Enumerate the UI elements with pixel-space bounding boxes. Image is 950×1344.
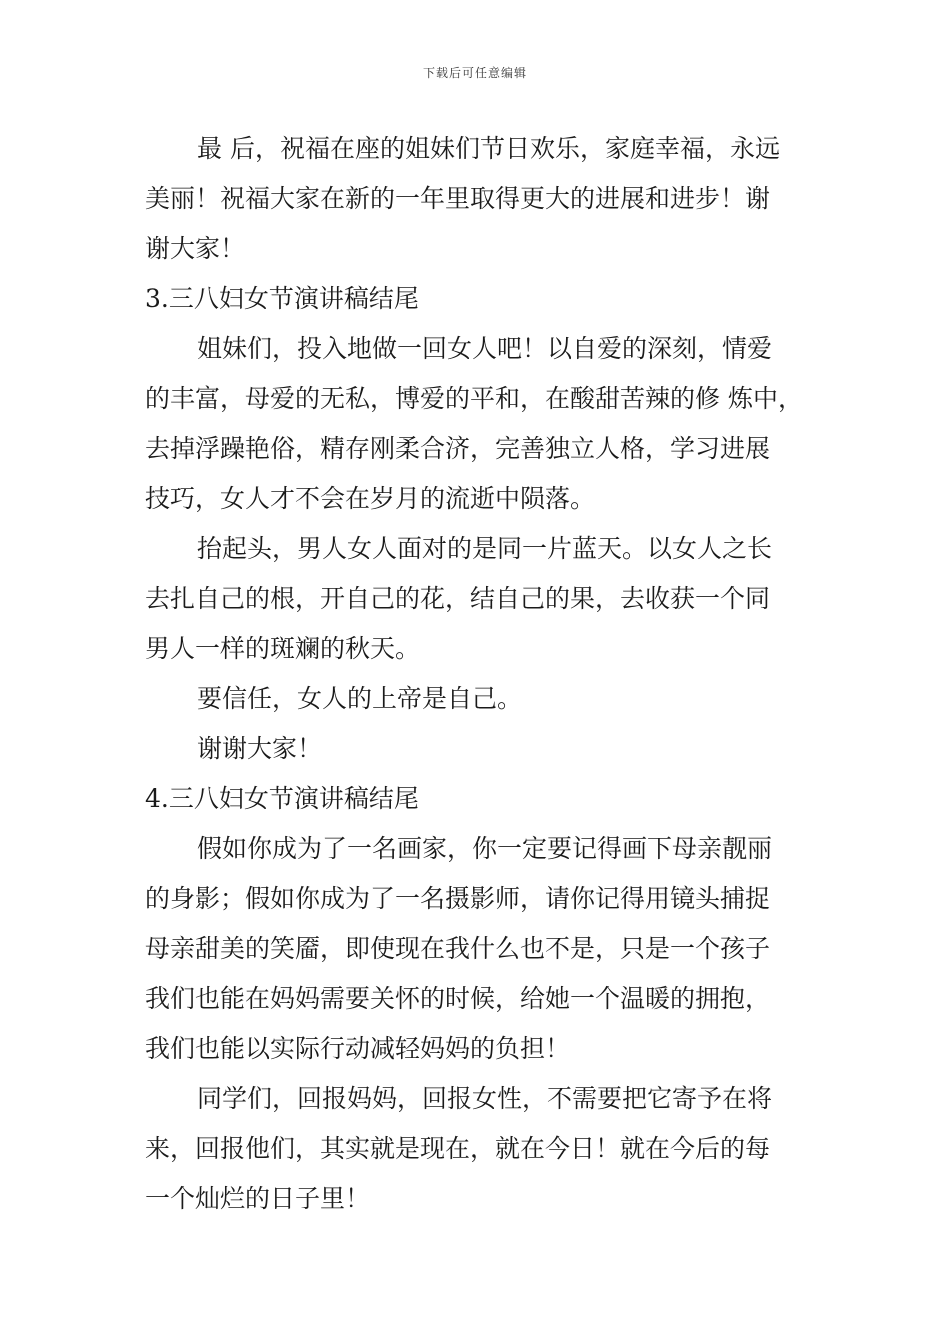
section-heading: 3.三八妇女节演讲稿结尾 (145, 284, 419, 313)
paragraph-line: 母亲甜美的笑靥，即使现在我什么也不是，只是一个孩子 (145, 934, 771, 963)
section-heading: 4.三八妇女节演讲稿结尾 (145, 784, 419, 813)
paragraph-line: 假如你成为了一名画家，你一定要记得画下母亲靓丽 (197, 834, 773, 863)
paragraph-line: 同学们，回报妈妈，回报女性，不需要把它寄予在将 (197, 1084, 773, 1113)
paragraph-line: 最 后，祝福在座的姐妹们节日欢乐，家庭幸福，永远 (197, 134, 780, 163)
paragraph-line: 我们也能在妈妈需要关怀的时候，给她一个温暖的拥抱， (145, 984, 771, 1013)
paragraph-line: 去掉浮躁艳俗，精存刚柔合济，完善独立人格，学习进展 (145, 434, 771, 463)
paragraph-line: 要信任，女人的上帝是自己。 (197, 684, 523, 713)
paragraph-line: 来，回报他们，其实就是现在，就在今日！就在今后的每 (145, 1134, 771, 1163)
paragraph-line: 姐妹们，投入地做一回女人吧！以自爱的深刻，情爱 (197, 334, 773, 363)
paragraph-line: 的丰富，母爱的无私，博爱的平和，在酸甜苦辣的修 炼中， (145, 384, 803, 413)
paragraph-line: 男人一样的斑斓的秋天。 (145, 634, 421, 663)
paragraph-line: 的身影；假如你成为了一名摄影师，请你记得用镜头捕捉 (145, 884, 771, 913)
paragraph-line: 一个灿烂的日子里！ (145, 1184, 371, 1213)
paragraph-line: 抬起头，男人女人面对的是同一片蓝天。以女人之长 (197, 534, 773, 563)
paragraph-line: 去扎自己的根，开自己的花，结自己的果，去收获一个同 (145, 584, 771, 613)
header-note: 下载后可任意编辑 (422, 66, 527, 80)
paragraph-line: 我们也能以实际行动减轻妈妈的负担！ (145, 1034, 571, 1063)
paragraph-line: 谢谢大家！ (197, 734, 323, 763)
paragraph-line: 技巧，女人才不会在岁月的流逝中陨落。 (145, 484, 596, 513)
paragraph-line: 谢大家！ (145, 234, 246, 263)
document-body (145, 124, 825, 1224)
paragraph-line: 美丽！祝福大家在新的一年里取得更大的进展和进步！谢 (145, 184, 771, 213)
